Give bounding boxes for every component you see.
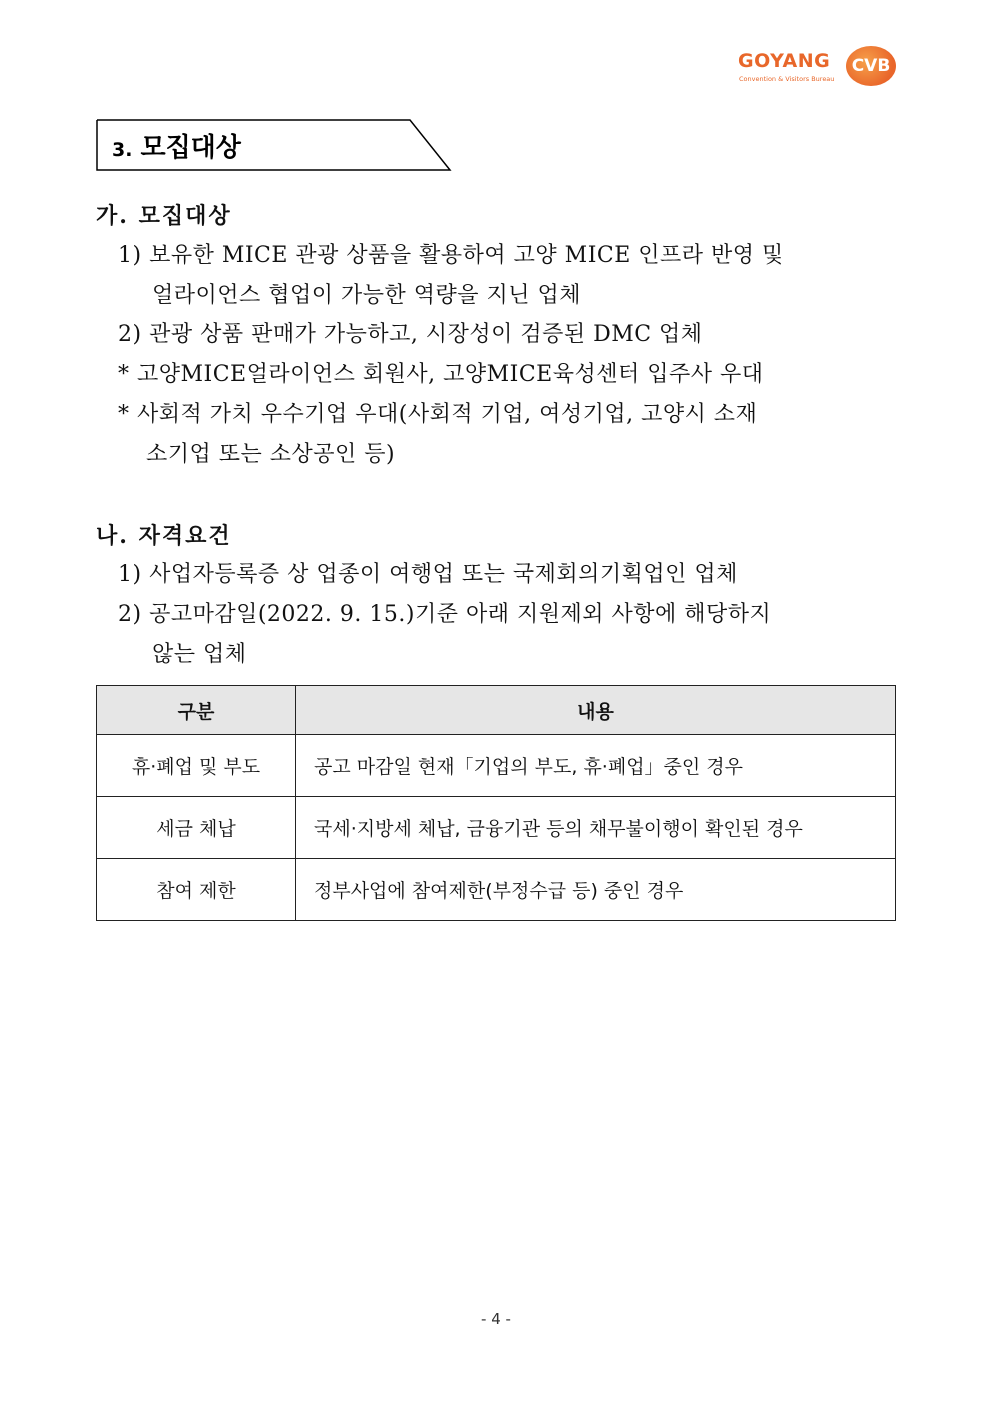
list-item-continuation: 않는 업체 bbox=[152, 642, 247, 667]
note-item-continuation: 소기업 또는 소상공인 등) bbox=[146, 442, 396, 467]
table-header-row bbox=[97, 686, 896, 735]
page-number: - 4 - bbox=[481, 1310, 511, 1328]
logo-badge: CVB bbox=[846, 46, 896, 86]
subheading-recruitment-target: 가. 모집대상 bbox=[96, 203, 232, 229]
section-header-box bbox=[96, 119, 452, 172]
table-row bbox=[97, 797, 896, 859]
logo-subtitle: Convention & Visitors Bureau bbox=[739, 75, 835, 83]
table-row bbox=[97, 859, 896, 921]
note-item: * 고양MICE얼라이언스 회원사, 고양MICE육성센터 입주사 우대 bbox=[118, 362, 764, 387]
cell-category: 휴·폐업 및 부도 bbox=[97, 735, 296, 797]
list-item: 1) 사업자등록증 상 업종이 여행업 또는 국제회의기획업인 업체 bbox=[118, 562, 738, 587]
table-row bbox=[97, 735, 896, 797]
header-content: 내용 bbox=[296, 686, 896, 735]
cell-content: 국세·지방세 체납, 금융기관 등의 채무불이행이 확인된 경우 bbox=[296, 797, 896, 859]
list-item: 2) 공고마감일(2022. 9. 15.)기준 아래 지원제외 사항에 해당하지 bbox=[118, 602, 772, 627]
subheading-eligibility: 나. 자격요건 bbox=[96, 523, 232, 549]
logo-wordmark: GOYANG bbox=[738, 50, 831, 72]
section-number: 3. bbox=[112, 139, 133, 161]
list-item-continuation: 얼라이언스 협업이 가능한 역량을 지닌 업체 bbox=[152, 283, 582, 308]
cell-content: 정부사업에 참여제한(부정수급 등) 중인 경우 bbox=[296, 859, 896, 921]
cell-category: 세금 체납 bbox=[97, 797, 296, 859]
goyang-cvb-logo bbox=[738, 44, 898, 90]
cell-category: 참여 제한 bbox=[97, 859, 296, 921]
list-item: 1) 보유한 MICE 관광 상품을 활용하여 고양 MICE 인프라 반영 및 bbox=[118, 243, 784, 268]
section-title-text: 모집대상 bbox=[140, 133, 241, 163]
note-item: * 사회적 가치 우수기업 우대(사회적 기업, 여성기업, 고양시 소재 bbox=[118, 402, 758, 427]
exclusion-criteria-table bbox=[96, 685, 896, 921]
header-category: 구분 bbox=[97, 686, 296, 735]
list-item: 2) 관광 상품 판매가 가능하고, 시장성이 검증된 DMC 업체 bbox=[118, 322, 703, 347]
cell-content: 공고 마감일 현재「기업의 부도, 휴·폐업」중인 경우 bbox=[296, 735, 896, 797]
section-title bbox=[112, 127, 241, 164]
